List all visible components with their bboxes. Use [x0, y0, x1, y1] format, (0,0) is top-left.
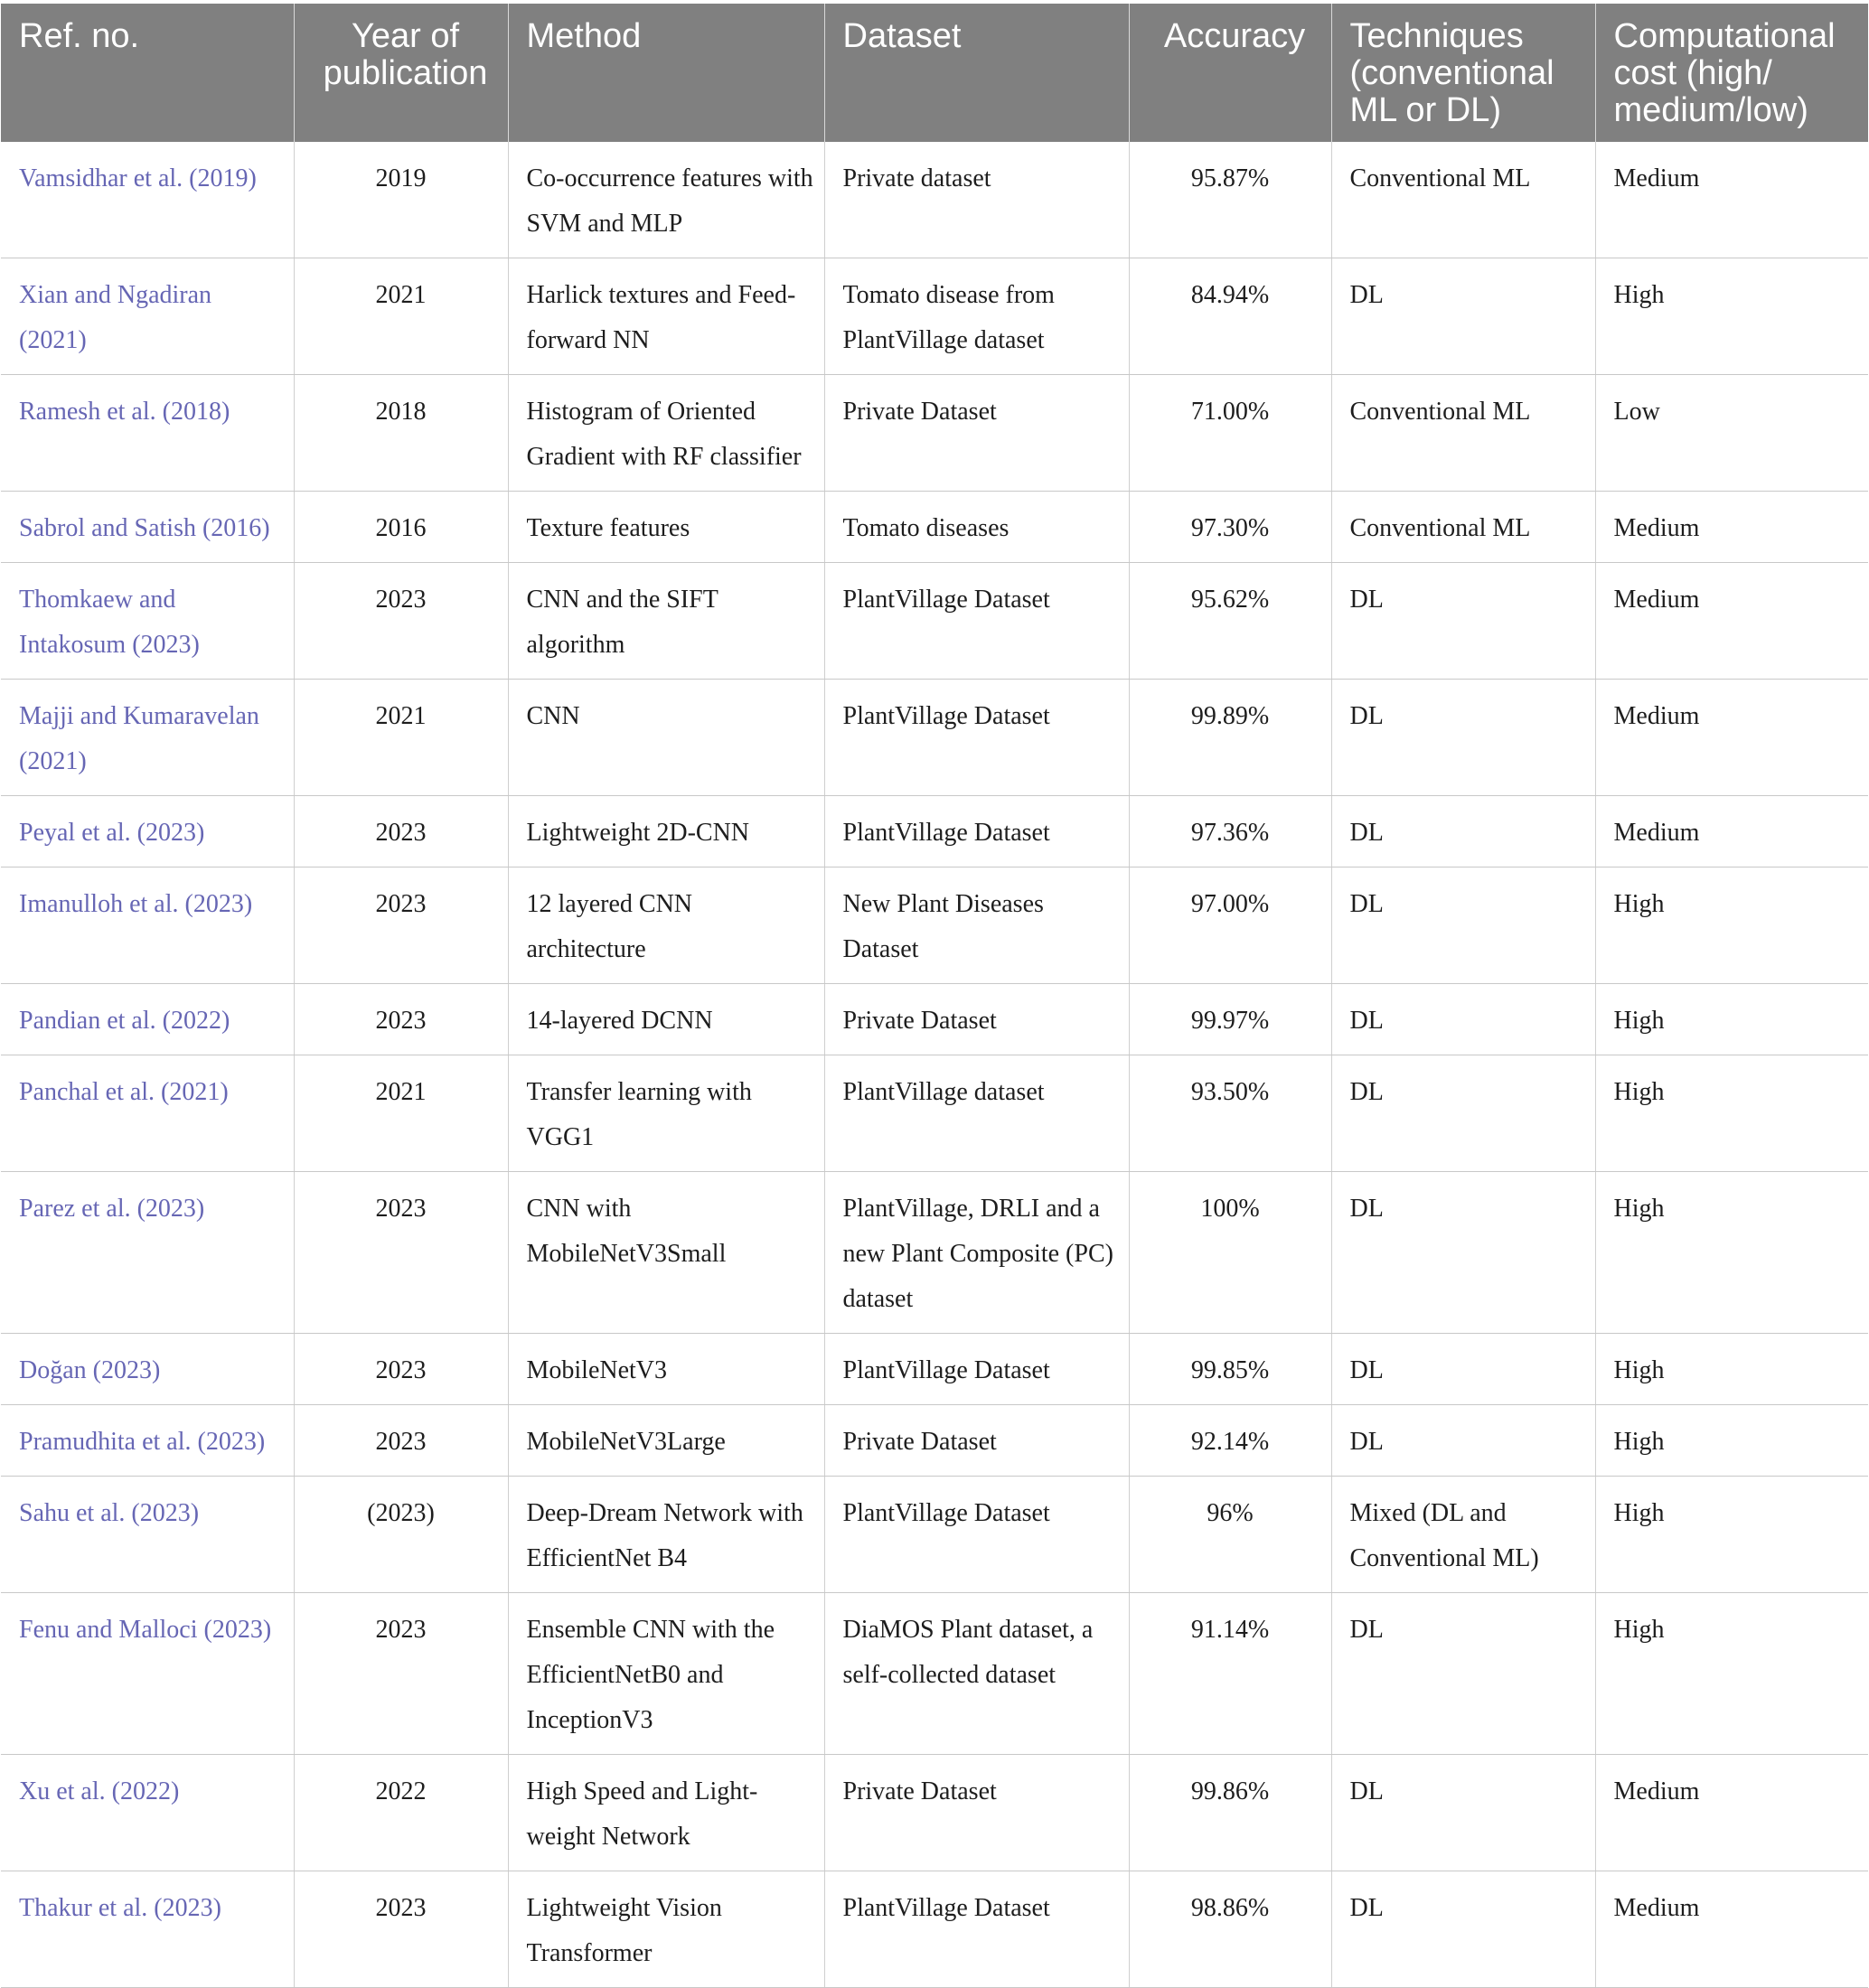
- cost-cell: Medium: [1595, 563, 1868, 680]
- accuracy-cell: 95.62%: [1129, 563, 1331, 680]
- method-cell: Transfer learning with VGG1: [508, 1055, 824, 1172]
- ref-link[interactable]: Xian and Ngadiran (2021): [1, 258, 294, 375]
- cost-cell: Medium: [1595, 680, 1868, 796]
- dataset-cell: PlantVillage Dataset: [824, 1871, 1129, 1988]
- ref-link[interactable]: Thomkaew and Intakosum (2023): [1, 563, 294, 680]
- header-year: Year of publication: [294, 4, 508, 142]
- table-row: [1, 1477, 1868, 1593]
- ref-link[interactable]: Pandian et al. (2022): [1, 984, 294, 1055]
- year-cell: 2021: [294, 1055, 508, 1172]
- method-cell: Harlick textures and Feed-forward NN: [508, 258, 824, 375]
- technique-cell: DL: [1331, 1871, 1595, 1988]
- method-cell: CNN with MobileNetV3Small: [508, 1172, 824, 1334]
- technique-cell: Mixed (DL and Conventional ML): [1331, 1477, 1595, 1593]
- cost-cell: Medium: [1595, 1871, 1868, 1988]
- accuracy-cell: 99.97%: [1129, 984, 1331, 1055]
- cost-cell: Medium: [1595, 142, 1868, 258]
- accuracy-cell: 91.14%: [1129, 1593, 1331, 1755]
- accuracy-cell: 99.85%: [1129, 1334, 1331, 1405]
- accuracy-cell: 98.86%: [1129, 1871, 1331, 1988]
- accuracy-cell: 100%: [1129, 1172, 1331, 1334]
- method-cell: MobileNetV3: [508, 1334, 824, 1405]
- table-row: [1, 1055, 1868, 1172]
- dataset-cell: PlantVillage, DRLI and a new Plant Composite (PC) dataset: [824, 1172, 1129, 1334]
- dataset-cell: Private Dataset: [824, 375, 1129, 492]
- table-row: [1, 796, 1868, 867]
- cost-cell: Low: [1595, 375, 1868, 492]
- technique-cell: DL: [1331, 1593, 1595, 1755]
- cost-cell: High: [1595, 1405, 1868, 1477]
- technique-cell: DL: [1331, 984, 1595, 1055]
- year-cell: 2016: [294, 492, 508, 563]
- dataset-cell: DiaMOS Plant dataset, a self-collected dataset: [824, 1593, 1129, 1755]
- dataset-cell: PlantVillage Dataset: [824, 796, 1129, 867]
- table-row: [1, 680, 1868, 796]
- table-header: [1, 4, 1868, 142]
- year-cell: 2023: [294, 1593, 508, 1755]
- dataset-cell: PlantVillage Dataset: [824, 1334, 1129, 1405]
- year-cell: 2023: [294, 1172, 508, 1334]
- accuracy-cell: 93.50%: [1129, 1055, 1331, 1172]
- ref-link[interactable]: Vamsidhar et al. (2019): [1, 142, 294, 258]
- table-row: [1, 984, 1868, 1055]
- year-cell: 2023: [294, 984, 508, 1055]
- technique-cell: Conventional ML: [1331, 142, 1595, 258]
- ref-link[interactable]: Imanulloh et al. (2023): [1, 867, 294, 984]
- table-row: [1, 492, 1868, 563]
- table-row: [1, 1871, 1868, 1988]
- year-cell: (2023): [294, 1477, 508, 1593]
- year-cell: 2023: [294, 1405, 508, 1477]
- cost-cell: Medium: [1595, 1755, 1868, 1871]
- method-cell: Ensemble CNN with the EfficientNetB0 and InceptionV3: [508, 1593, 824, 1755]
- dataset-cell: New Plant Diseases Dataset: [824, 867, 1129, 984]
- ref-link[interactable]: Fenu and Malloci (2023): [1, 1593, 294, 1755]
- dataset-cell: Tomato disease from PlantVillage dataset: [824, 258, 1129, 375]
- cost-cell: High: [1595, 258, 1868, 375]
- table-row: [1, 1334, 1868, 1405]
- accuracy-cell: 71.00%: [1129, 375, 1331, 492]
- header-method: Method: [508, 4, 824, 142]
- ref-link[interactable]: Majji and Kumaravelan (2021): [1, 680, 294, 796]
- ref-link[interactable]: Pramudhita et al. (2023): [1, 1405, 294, 1477]
- table-row: [1, 1755, 1868, 1871]
- method-cell: 12 layered CNN architecture: [508, 867, 824, 984]
- method-cell: CNN and the SIFT algorithm: [508, 563, 824, 680]
- technique-cell: DL: [1331, 563, 1595, 680]
- table-row: [1, 1172, 1868, 1334]
- accuracy-cell: 97.00%: [1129, 867, 1331, 984]
- header-dataset: Dataset: [824, 4, 1129, 142]
- year-cell: 2023: [294, 796, 508, 867]
- technique-cell: DL: [1331, 1334, 1595, 1405]
- cost-cell: Medium: [1595, 796, 1868, 867]
- table-row: [1, 258, 1868, 375]
- method-cell: Lightweight 2D-CNN: [508, 796, 824, 867]
- year-cell: 2021: [294, 258, 508, 375]
- header-ref: Ref. no.: [1, 4, 294, 142]
- technique-cell: DL: [1331, 1405, 1595, 1477]
- accuracy-cell: 97.30%: [1129, 492, 1331, 563]
- table-row: [1, 375, 1868, 492]
- year-cell: 2023: [294, 867, 508, 984]
- dataset-cell: Private Dataset: [824, 1755, 1129, 1871]
- technique-cell: DL: [1331, 680, 1595, 796]
- method-cell: High Speed and Light-weight Network: [508, 1755, 824, 1871]
- table-row: [1, 563, 1868, 680]
- year-cell: 2022: [294, 1755, 508, 1871]
- year-cell: 2023: [294, 1334, 508, 1405]
- cost-cell: High: [1595, 1593, 1868, 1755]
- accuracy-cell: 84.94%: [1129, 258, 1331, 375]
- ref-link[interactable]: Peyal et al. (2023): [1, 796, 294, 867]
- dataset-cell: PlantVillage Dataset: [824, 563, 1129, 680]
- dataset-cell: PlantVillage Dataset: [824, 680, 1129, 796]
- header-row: [1, 4, 1868, 142]
- ref-link[interactable]: Sahu et al. (2023): [1, 1477, 294, 1593]
- table-body: [1, 142, 1868, 1988]
- ref-link[interactable]: Panchal et al. (2021): [1, 1055, 294, 1172]
- accuracy-cell: 92.14%: [1129, 1405, 1331, 1477]
- technique-cell: DL: [1331, 1055, 1595, 1172]
- technique-cell: DL: [1331, 796, 1595, 867]
- table-row: [1, 1593, 1868, 1755]
- header-cost: Computational cost (high/ medium/low): [1595, 4, 1868, 142]
- method-cell: MobileNetV3Large: [508, 1405, 824, 1477]
- method-cell: Histogram of Oriented Gradient with RF classifier: [508, 375, 824, 492]
- dataset-cell: Tomato diseases: [824, 492, 1129, 563]
- cost-cell: High: [1595, 1172, 1868, 1334]
- ref-link[interactable]: Ramesh et al. (2018): [1, 375, 294, 492]
- method-cell: CNN: [508, 680, 824, 796]
- dataset-cell: PlantVillage dataset: [824, 1055, 1129, 1172]
- technique-cell: DL: [1331, 1755, 1595, 1871]
- year-cell: 2018: [294, 375, 508, 492]
- year-cell: 2019: [294, 142, 508, 258]
- method-cell: 14-layered DCNN: [508, 984, 824, 1055]
- cost-cell: Medium: [1595, 492, 1868, 563]
- table-row: [1, 1405, 1868, 1477]
- year-cell: 2021: [294, 680, 508, 796]
- technique-cell: DL: [1331, 258, 1595, 375]
- technique-cell: DL: [1331, 867, 1595, 984]
- year-cell: 2023: [294, 1871, 508, 1988]
- cost-cell: High: [1595, 1055, 1868, 1172]
- cost-cell: High: [1595, 1334, 1868, 1405]
- method-cell: Lightweight Vision Transformer: [508, 1871, 824, 1988]
- year-cell: 2023: [294, 563, 508, 680]
- table-row: [1, 867, 1868, 984]
- ref-link[interactable]: Doğan (2023): [1, 1334, 294, 1405]
- accuracy-cell: 99.89%: [1129, 680, 1331, 796]
- dataset-cell: Private Dataset: [824, 984, 1129, 1055]
- cost-cell: High: [1595, 1477, 1868, 1593]
- header-accuracy: Accuracy: [1129, 4, 1331, 142]
- table-row: [1, 142, 1868, 258]
- header-techniques: Techniques (conventional ML or DL): [1331, 4, 1595, 142]
- dataset-cell: Private dataset: [824, 142, 1129, 258]
- ref-link[interactable]: Xu et al. (2022): [1, 1755, 294, 1871]
- technique-cell: DL: [1331, 1172, 1595, 1334]
- method-cell: Deep-Dream Network with EfficientNet B4: [508, 1477, 824, 1593]
- method-cell: Texture features: [508, 492, 824, 563]
- ref-link[interactable]: Parez et al. (2023): [1, 1172, 294, 1334]
- cost-cell: High: [1595, 867, 1868, 984]
- accuracy-cell: 95.87%: [1129, 142, 1331, 258]
- ref-link[interactable]: Thakur et al. (2023): [1, 1871, 294, 1988]
- cost-cell: High: [1595, 984, 1868, 1055]
- accuracy-cell: 97.36%: [1129, 796, 1331, 867]
- comparison-table: [1, 4, 1868, 1988]
- dataset-cell: PlantVillage Dataset: [824, 1477, 1129, 1593]
- accuracy-cell: 96%: [1129, 1477, 1331, 1593]
- method-cell: Co-occurrence features with SVM and MLP: [508, 142, 824, 258]
- technique-cell: Conventional ML: [1331, 375, 1595, 492]
- ref-link[interactable]: Sabrol and Satish (2016): [1, 492, 294, 563]
- accuracy-cell: 99.86%: [1129, 1755, 1331, 1871]
- dataset-cell: Private Dataset: [824, 1405, 1129, 1477]
- technique-cell: Conventional ML: [1331, 492, 1595, 563]
